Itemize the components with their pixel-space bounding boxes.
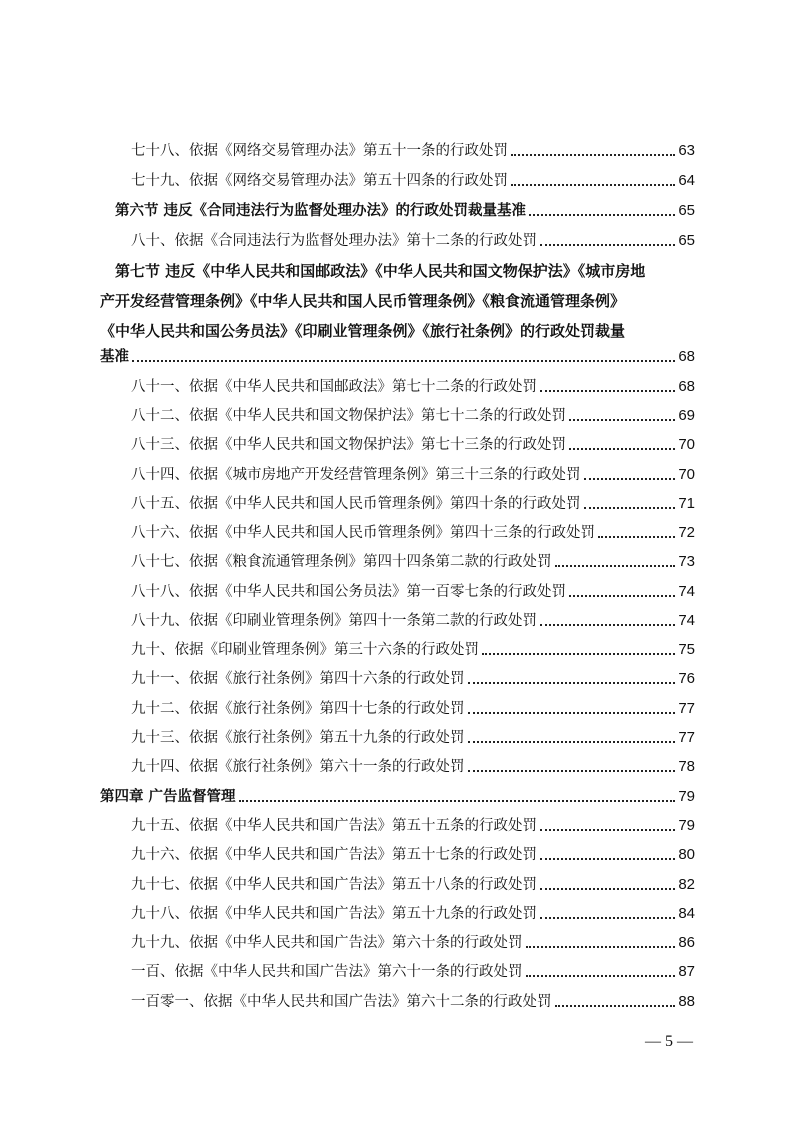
toc-entry-text: 八十四、依据《城市房地产开发经营管理条例》第三十三条的行政处罚	[131, 467, 581, 483]
dot-leader	[529, 214, 675, 216]
toc-page-number: 79	[678, 788, 695, 805]
toc-page-number: 65	[678, 232, 695, 249]
toc-entry-text: 七十八、依据《网络交易管理办法》第五十一条的行政处罚	[131, 143, 508, 159]
toc-entry-84[interactable]	[131, 463, 695, 487]
toc-entry-89[interactable]	[131, 609, 695, 633]
toc-page-number: 86	[678, 934, 695, 951]
toc-entry-text: 九十五、依据《中华人民共和国广告法》第五十五条的行政处罚	[131, 818, 537, 834]
toc-entry-95[interactable]	[131, 814, 695, 838]
toc-section-line: 第七节 违反《中华人民共和国邮政法》《中华人民共和国文物保护法》《城市房地	[115, 262, 646, 280]
toc-entry-94[interactable]	[131, 755, 695, 779]
toc-entry-93[interactable]	[131, 726, 695, 750]
toc-section-line: 产开发经营管理条例》《中华人民共和国人民币管理条例》《粮食流通管理条例》	[100, 292, 626, 310]
toc-entry-text: 一百、依据《中华人民共和国广告法》第六十一条的行政处罚	[131, 964, 523, 980]
toc-section-text: 基准	[100, 348, 129, 365]
toc-page-number: 77	[678, 700, 695, 717]
dot-leader	[468, 712, 676, 714]
dot-leader	[468, 770, 676, 772]
toc-entry-text: 九十八、依据《中华人民共和国广告法》第五十九条的行政处罚	[131, 906, 537, 922]
toc-page-number: 74	[678, 583, 695, 600]
dot-leader	[540, 858, 675, 860]
toc-entry-79[interactable]	[131, 169, 695, 193]
toc-page-number: 84	[678, 905, 695, 922]
dot-leader	[584, 478, 676, 480]
toc-entry-97[interactable]	[131, 873, 695, 897]
dot-leader	[540, 917, 675, 919]
toc-entry-text: 八十五、依据《中华人民共和国人民币管理条例》第四十条的行政处罚	[131, 496, 581, 512]
dot-leader	[555, 1005, 676, 1007]
toc-entry-text: 九十二、依据《旅行社条例》第四十七条的行政处罚	[131, 701, 465, 717]
toc-entry-text: 九十、依据《印刷业管理条例》第三十六条的行政处罚	[131, 642, 479, 658]
toc-page-number: 64	[678, 172, 695, 189]
toc-entry-text: 九十一、依据《旅行社条例》第四十六条的行政处罚	[131, 671, 465, 687]
toc-page-number: 68	[678, 348, 695, 365]
dot-leader	[540, 829, 675, 831]
dot-leader	[511, 184, 675, 186]
toc-entry-text: 八十六、依据《中华人民共和国人民币管理条例》第四十三条的行政处罚	[131, 525, 595, 541]
toc-entry-text: 九十六、依据《中华人民共和国广告法》第五十七条的行政处罚	[131, 847, 537, 863]
toc-page-number: 76	[678, 670, 695, 687]
toc-entry-101[interactable]	[131, 990, 695, 1014]
toc-entry-80[interactable]	[131, 229, 695, 253]
toc-entry-text: 八十八、依据《中华人民共和国公务员法》第一百零七条的行政处罚	[131, 584, 566, 600]
toc-page-number: 63	[678, 142, 695, 159]
toc-entry-text: 九十九、依据《中华人民共和国广告法》第六十条的行政处罚	[131, 935, 523, 951]
toc-entry-text: 八十、依据《合同违法行为监督处理办法》第十二条的行政处罚	[131, 233, 537, 249]
toc-page-number: 78	[678, 758, 695, 775]
dot-leader	[540, 244, 675, 246]
toc-section-last-line	[100, 345, 695, 369]
toc-page-number: 74	[678, 612, 695, 629]
toc-page-number: 69	[678, 407, 695, 424]
toc-page-number: 65	[678, 202, 695, 219]
toc-section-text: 第六节 违反《合同违法行为监督处理办法》的行政处罚裁量基准	[115, 202, 527, 219]
dot-leader	[511, 154, 675, 156]
toc-entry-text: 八十三、依据《中华人民共和国文物保护法》第七十三条的行政处罚	[131, 437, 566, 453]
toc-chapter-text: 第四章 广告监督管理	[100, 788, 236, 805]
toc-entry-text: 一百零一、依据《中华人民共和国广告法》第六十二条的行政处罚	[131, 994, 552, 1010]
dot-leader	[540, 624, 675, 626]
toc-page-number: 70	[678, 466, 695, 483]
toc-section-6[interactable]	[115, 199, 695, 223]
toc-entry-100[interactable]	[131, 960, 695, 984]
toc-page-number: 80	[678, 846, 695, 863]
toc-page-number: 68	[678, 378, 695, 395]
dot-leader	[584, 507, 676, 509]
toc-page-number: 87	[678, 963, 695, 980]
toc-page-number: 79	[678, 817, 695, 834]
toc-entry-90[interactable]	[131, 638, 695, 662]
toc-entry-81[interactable]	[131, 375, 695, 399]
dot-leader	[569, 595, 675, 597]
toc-page-number: 71	[678, 495, 695, 512]
dot-leader	[598, 536, 675, 538]
dot-leader	[526, 946, 676, 948]
toc-page-number: 70	[678, 436, 695, 453]
toc-entry-text: 八十七、依据《粮食流通管理条例》第四十四条第二款的行政处罚	[131, 554, 552, 570]
toc-entry-87[interactable]	[131, 550, 695, 574]
toc-page-number: 75	[678, 641, 695, 658]
toc-entry-text: 八十二、依据《中华人民共和国文物保护法》第七十二条的行政处罚	[131, 408, 566, 424]
toc-entry-text: 九十七、依据《中华人民共和国广告法》第五十八条的行政处罚	[131, 877, 537, 893]
toc-entry-86[interactable]	[131, 521, 695, 545]
toc-section-line: 《中华人民共和国公务员法》《印刷业管理条例》《旅行社条例》的行政处罚裁量	[100, 322, 626, 340]
toc-entry-78[interactable]	[131, 139, 695, 163]
toc-entry-85[interactable]	[131, 492, 695, 516]
toc-entry-96[interactable]	[131, 843, 695, 867]
dot-leader	[569, 448, 675, 450]
toc-page-number: 88	[678, 993, 695, 1010]
toc-page-number: 72	[678, 524, 695, 541]
toc-entry-98[interactable]	[131, 902, 695, 926]
toc-chapter-4[interactable]	[100, 785, 695, 809]
toc-entry-83[interactable]	[131, 433, 695, 457]
toc-entry-text: 九十四、依据《旅行社条例》第六十一条的行政处罚	[131, 759, 465, 775]
dot-leader	[540, 390, 675, 392]
toc-entry-text: 八十一、依据《中华人民共和国邮政法》第七十二条的行政处罚	[131, 379, 537, 395]
dot-leader	[132, 360, 675, 362]
dot-leader	[468, 741, 676, 743]
dot-leader	[540, 888, 675, 890]
toc-page-number: 82	[678, 876, 695, 893]
toc-entry-text: 八十九、依据《印刷业管理条例》第四十一条第二款的行政处罚	[131, 613, 537, 629]
dot-leader	[569, 419, 675, 421]
page-number-footer: — 5 —	[645, 1033, 693, 1050]
dot-leader	[526, 975, 676, 977]
toc-entry-99[interactable]	[131, 931, 695, 955]
toc-entry-text: 九十三、依据《旅行社条例》第五十九条的行政处罚	[131, 730, 465, 746]
dot-leader	[468, 682, 676, 684]
toc-page-number: 77	[678, 729, 695, 746]
dot-leader	[482, 653, 675, 655]
toc-page-number: 73	[678, 553, 695, 570]
toc-entry-92[interactable]	[131, 697, 695, 721]
toc-entry-88[interactable]	[131, 580, 695, 604]
toc-entry-91[interactable]	[131, 667, 695, 691]
dot-leader	[555, 565, 676, 567]
toc-entry-text: 七十九、依据《网络交易管理办法》第五十四条的行政处罚	[131, 173, 508, 189]
toc-entry-82[interactable]	[131, 404, 695, 428]
dot-leader	[239, 800, 676, 802]
